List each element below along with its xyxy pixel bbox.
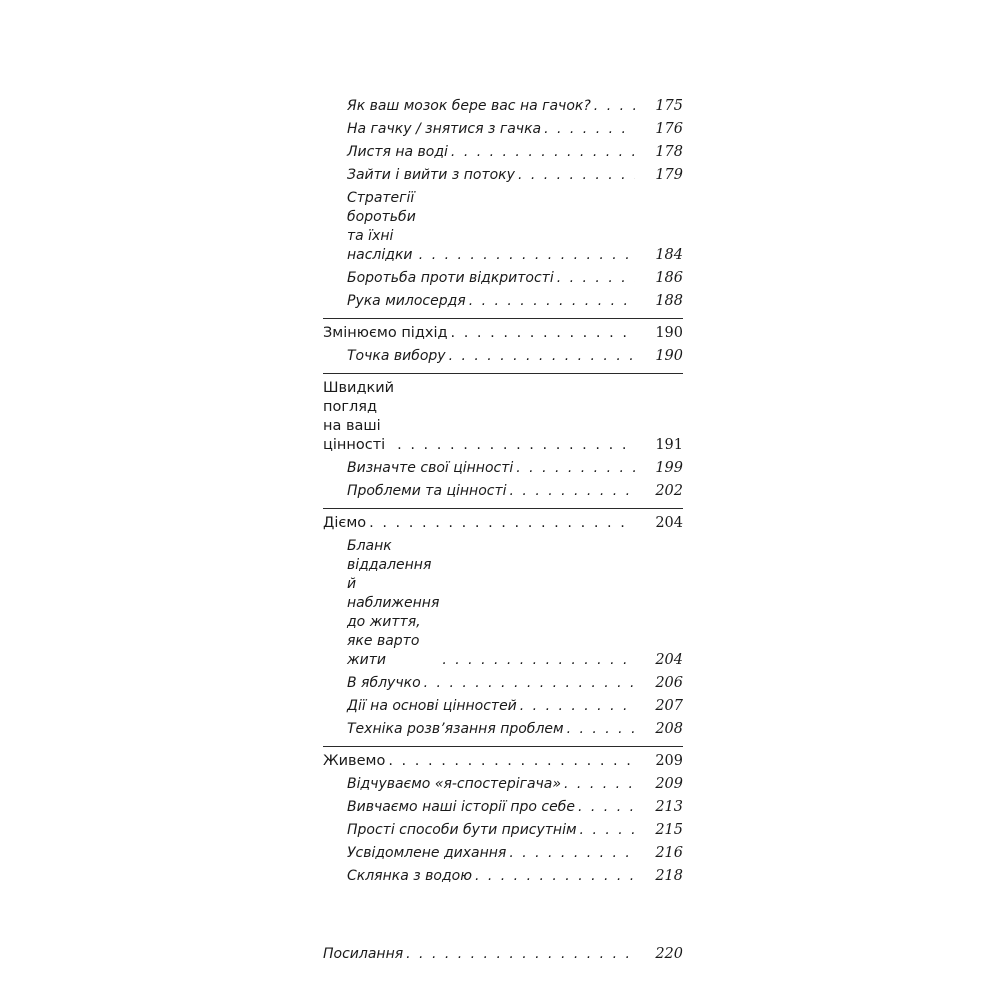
leader-dots [419, 246, 635, 265]
toc-entry-title: Відчуваємо «я-спостерігача» [347, 776, 562, 792]
toc-section-entry[interactable] [323, 324, 683, 343]
toc-entry[interactable] [323, 844, 683, 863]
toc-section-title [323, 379, 394, 455]
leader-dots [442, 651, 635, 670]
toc-entry-title: Усвідомлене дихання [347, 845, 507, 861]
toc-entry[interactable] [323, 269, 683, 288]
leader-dots [580, 821, 635, 840]
toc-entry[interactable] [323, 867, 683, 886]
toc-entry[interactable] [323, 189, 683, 265]
leader-dots [567, 720, 635, 739]
toc-entry-title: Проблеми та цінності [347, 483, 507, 499]
toc-group-values [323, 379, 683, 509]
leader-dots [469, 292, 635, 311]
toc-entry-title: Точка вибору [347, 348, 446, 364]
toc-entry-page: 176 [655, 121, 683, 137]
toc-entry-page: 208 [655, 721, 683, 737]
toc-section-entry[interactable] [323, 514, 683, 533]
toc-entry-title-line2: до життя, яке варто жити [347, 614, 421, 668]
leader-dots [518, 166, 635, 185]
toc-entry[interactable] [323, 482, 683, 501]
toc-entry-page: 199 [655, 460, 683, 476]
toc-entry-page: 202 [655, 483, 683, 499]
toc-section-title: Живемо [323, 753, 386, 769]
leader-dots [451, 143, 635, 162]
toc-entry-title-line1: Стратегії боротьби [347, 190, 416, 225]
toc-group-live [323, 752, 683, 893]
toc-group-act [323, 514, 683, 747]
leader-dots [509, 844, 635, 863]
leader-dots [388, 752, 635, 771]
leader-dots [369, 514, 635, 533]
toc-entry[interactable] [323, 166, 683, 185]
toc-entry-page: 191 [655, 437, 683, 453]
toc-entry-page: 188 [655, 293, 683, 309]
toc-entry[interactable] [323, 798, 683, 817]
toc-entry-page: 213 [655, 799, 683, 815]
toc-entry-title: Боротьба проти відкритості [347, 270, 554, 286]
toc-entry-title: Склянка з водою [347, 868, 472, 884]
toc-group-change-approach [323, 324, 683, 374]
toc-entry[interactable] [323, 292, 683, 311]
table-of-contents [323, 94, 683, 968]
toc-entry[interactable] [323, 674, 683, 693]
toc-entry-title: Як ваш мозок бере вас на гачок? [347, 98, 591, 114]
leader-dots [451, 324, 636, 343]
toc-entry[interactable] [323, 459, 683, 478]
leader-dots [424, 674, 635, 693]
toc-section-title: Змінюємо підхід [323, 325, 448, 341]
toc-entry-page: 184 [655, 247, 683, 263]
toc-entry[interactable] [323, 143, 683, 162]
toc-entry[interactable] [323, 97, 683, 116]
toc-entry-page: 175 [655, 98, 683, 114]
toc-entry-page: 209 [655, 776, 683, 792]
toc-entry[interactable] [323, 775, 683, 794]
toc-entry-title: Техніка розв’язання проблем [347, 721, 564, 737]
leader-dots [564, 775, 635, 794]
toc-section-entry[interactable] [323, 752, 683, 771]
toc-entry-page: 179 [655, 167, 683, 183]
toc-entry-page: 215 [655, 822, 683, 838]
leader-dots [449, 347, 635, 366]
toc-section-entry[interactable] [323, 379, 683, 455]
toc-section-title: Діємо [323, 515, 367, 531]
spacer [323, 898, 683, 942]
leader-dots [520, 697, 635, 716]
toc-group-hooks [323, 97, 683, 319]
toc-entry[interactable] [323, 720, 683, 739]
toc-entry[interactable] [323, 697, 683, 716]
toc-entry[interactable] [323, 120, 683, 139]
toc-entry-page: 186 [655, 270, 683, 286]
toc-section-title-line1: Швидкий погляд [323, 380, 395, 415]
toc-references-entry[interactable] [323, 945, 683, 964]
toc-entry-title: Рука милосердя [347, 293, 466, 309]
toc-entry-page: 190 [655, 325, 683, 341]
toc-entry-page: 220 [655, 946, 683, 962]
toc-entry-title: Дії на основі цінностей [347, 698, 517, 714]
leader-dots [406, 945, 635, 964]
leader-dots [516, 459, 635, 478]
toc-entry[interactable] [323, 821, 683, 840]
toc-entry-page: 178 [655, 144, 683, 160]
toc-entry-title [347, 189, 416, 265]
leader-dots [578, 798, 635, 817]
toc-entry-title [347, 537, 439, 670]
toc-entry-page: 190 [655, 348, 683, 364]
toc-entry[interactable] [323, 347, 683, 366]
toc-entry-page: 216 [655, 845, 683, 861]
leader-dots [557, 269, 635, 288]
toc-entry-title: Визначте свої цінності [347, 460, 514, 476]
toc-entry-title: Листя на воді [347, 144, 448, 160]
toc-entry-title: Прості способи бути присутнім [347, 822, 577, 838]
toc-entry-title: В яблучко [347, 675, 421, 691]
leader-dots [397, 436, 635, 455]
leader-dots [594, 97, 635, 116]
toc-entry[interactable] [323, 537, 683, 670]
toc-entry-title: На гачку / знятися з гачка [347, 121, 542, 137]
leader-dots [475, 867, 635, 886]
toc-entry-page: 204 [655, 515, 683, 531]
toc-entry-title: Вивчаємо наші історії про себе [347, 799, 575, 815]
toc-entry-page: 218 [655, 868, 683, 884]
toc-references-title: Посилання [323, 946, 404, 962]
toc-entry-page: 204 [655, 652, 683, 668]
toc-entry-page: 207 [655, 698, 683, 714]
toc-entry-page: 206 [655, 675, 683, 691]
leader-dots [510, 482, 635, 501]
toc-entry-title-line2: та їхні наслідки [347, 228, 413, 263]
toc-entry-title: Зайти і вийти з потоку [347, 167, 515, 183]
toc-entry-title-line1: Бланк віддалення й наближення [347, 538, 440, 611]
leader-dots [544, 120, 635, 139]
toc-entry-page: 209 [655, 753, 683, 769]
toc-section-title-line2: на ваші цінності [323, 418, 386, 453]
